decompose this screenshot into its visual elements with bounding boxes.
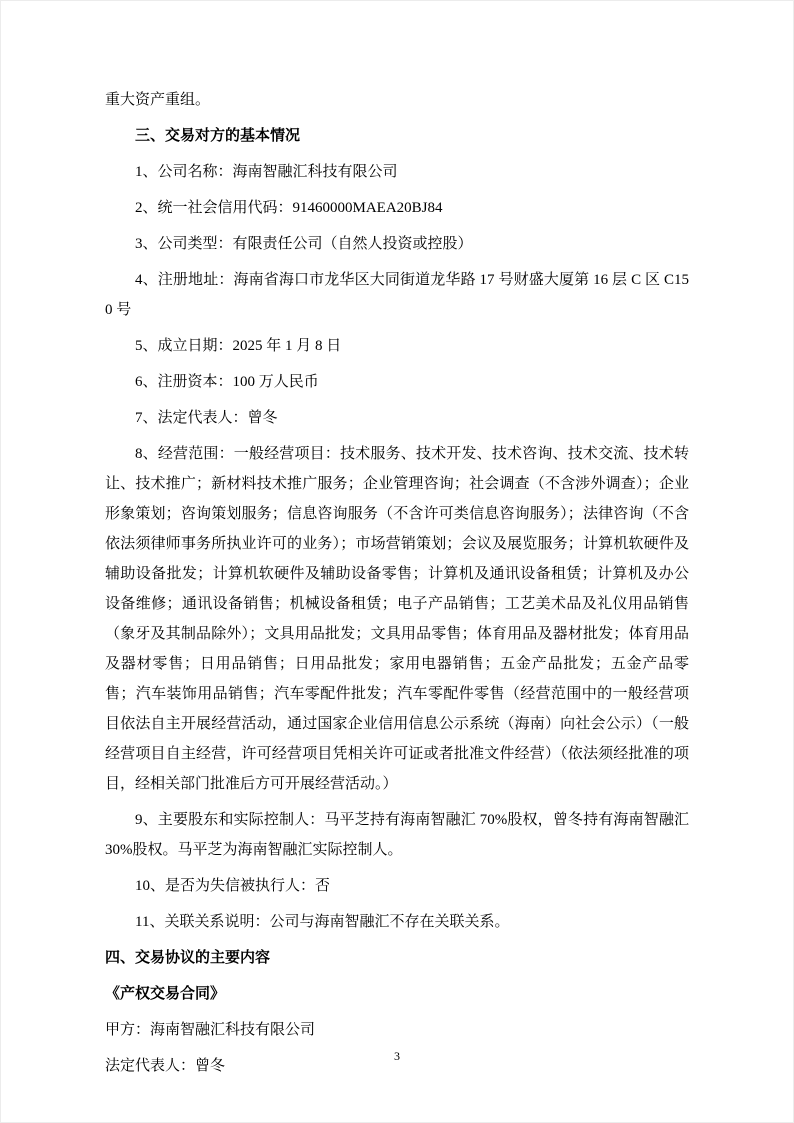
item-2-credit-code: 2、统一社会信用代码：91460000MAEA20BJ84	[135, 200, 443, 216]
party-a-line: 甲方：海南智融汇科技有限公司	[105, 1022, 316, 1038]
item-4-registered-address: 4、注册地址：海南省海口市龙华区大同街道龙华路 17 号财盛大厦第 16 层 C 区 C150 号	[105, 272, 689, 318]
item-10-dishonest-executee: 10、是否为失信被执行人：否	[135, 878, 331, 894]
section-3-heading: 三、交易对方的基本情况	[135, 128, 301, 144]
item-8-business-scope: 8、经营范围：一般经营项目：技术服务、技术开发、技术咨询、技术交流、技术转让、技术推广；新材料技术推广服务；企业管理咨询；社会调查（不含涉外调查）；企业形象策划；咨询策划服务；信息咨询服务（不含许可类信息咨询服务）；法律咨询（不含依法须律师事务所执业许可的业务）；市场营销策划；会议及展览服务；计算机软硬件及辅助设备批发；计算机软硬件及辅助设备零售；计算机及通讯设备租赁；计算机及办公设备维修；通讯设备销售；机械设备租赁；电子产品销售；工艺美术品及礼仪用品销售（象牙及其制品除外）；文具用品批发；文具用品零售；体育用品及器材批发；体育用品及器材零售；日用品销售；日用品批发；家用电器销售；五金产品批发；五金产品零售；汽车装饰用品销售；汽车零配件批发；汽车零配件零售（经营范围中的一般经营项目依法自主开展经营活动，通过国家企业信用信息公示系统（海南）向社会公示）（一般经营项目自主经营，许可经营项目凭相关许可证或者批准文件经营）（依法须经批准的项目，经相关部门批准后方可开展经营活动。）	[105, 446, 689, 792]
item-5-establishment-date: 5、成立日期：2025 年 1 月 8 日	[135, 338, 342, 354]
item-11-affiliation-statement: 11、关联关系说明：公司与海南智融汇不存在关联关系。	[135, 914, 510, 930]
page-number: 3	[394, 1049, 400, 1063]
item-3-company-type: 3、公司类型：有限责任公司（自然人投资或控股）	[135, 236, 473, 252]
legal-representative-line: 法定代表人：曾冬	[105, 1058, 226, 1074]
item-6-registered-capital: 6、注册资本：100 万人民币	[135, 374, 319, 390]
contract-title: 《产权交易合同》	[105, 986, 226, 1002]
paragraph-continuation: 重大资产重组。	[105, 92, 211, 108]
item-7-legal-representative: 7、法定代表人：曾冬	[135, 410, 278, 426]
section-4-heading: 四、交易协议的主要内容	[105, 950, 271, 966]
item-9-shareholders-controller: 9、主要股东和实际控制人：马平芝持有海南智融汇 70%股权，曾冬持有海南智融汇 30%股权。马平芝为海南智融汇实际控制人。	[105, 812, 689, 858]
item-1-company-name: 1、公司名称：海南智融汇科技有限公司	[135, 164, 398, 180]
